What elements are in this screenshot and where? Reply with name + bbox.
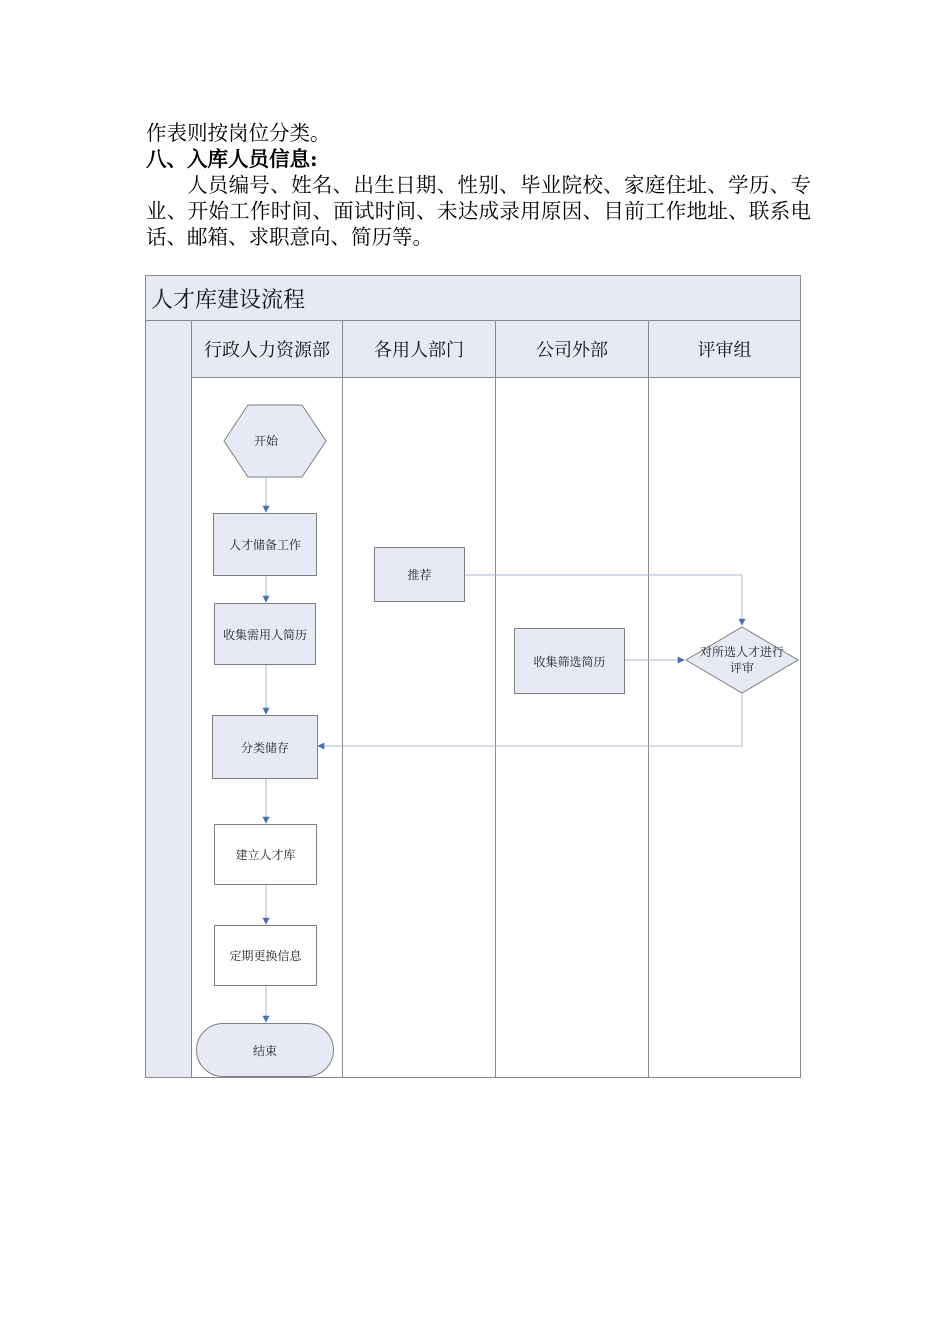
flowchart-title: 人才库建设流程 [151, 288, 306, 313]
node-start: 开始 [253, 434, 278, 448]
node-review: 对所选人才进行评审 [699, 645, 784, 675]
section-heading: 八、入库人员信息: [146, 147, 318, 171]
node-recommend: 推荐 [374, 547, 465, 602]
node-collect: 收集需用人简历 [214, 603, 316, 665]
lane-header-review: 评审组 [649, 321, 800, 378]
lane-header-departments: 各用人部门 [343, 321, 496, 378]
body-paragraph: 人员编号、姓名、出生日期、性别、毕业院校、家庭住址、学历、专业、开始工作时间、面试时间、未达成录用原因、目前工作地址、联系电话、邮箱、求职意向、简历等。 [146, 173, 811, 249]
lane-header-hr: 行政人力资源部 [192, 321, 343, 378]
node-prepare: 人才储备工作 [213, 513, 317, 576]
text-line: 作表则按岗位分类。 [146, 121, 331, 145]
node-update: 定期更换信息 [214, 925, 317, 986]
node-build: 建立人才库 [214, 824, 317, 885]
node-screen: 收集筛选简历 [514, 628, 625, 694]
document-text [146, 120, 811, 250]
arrow-review-classify [318, 693, 742, 746]
lane-header-external: 公司外部 [496, 321, 649, 378]
arrow-recommend-review [465, 575, 742, 625]
node-classify: 分类储存 [212, 715, 318, 779]
flowchart [145, 275, 801, 1078]
node-end: 结束 [196, 1023, 334, 1077]
